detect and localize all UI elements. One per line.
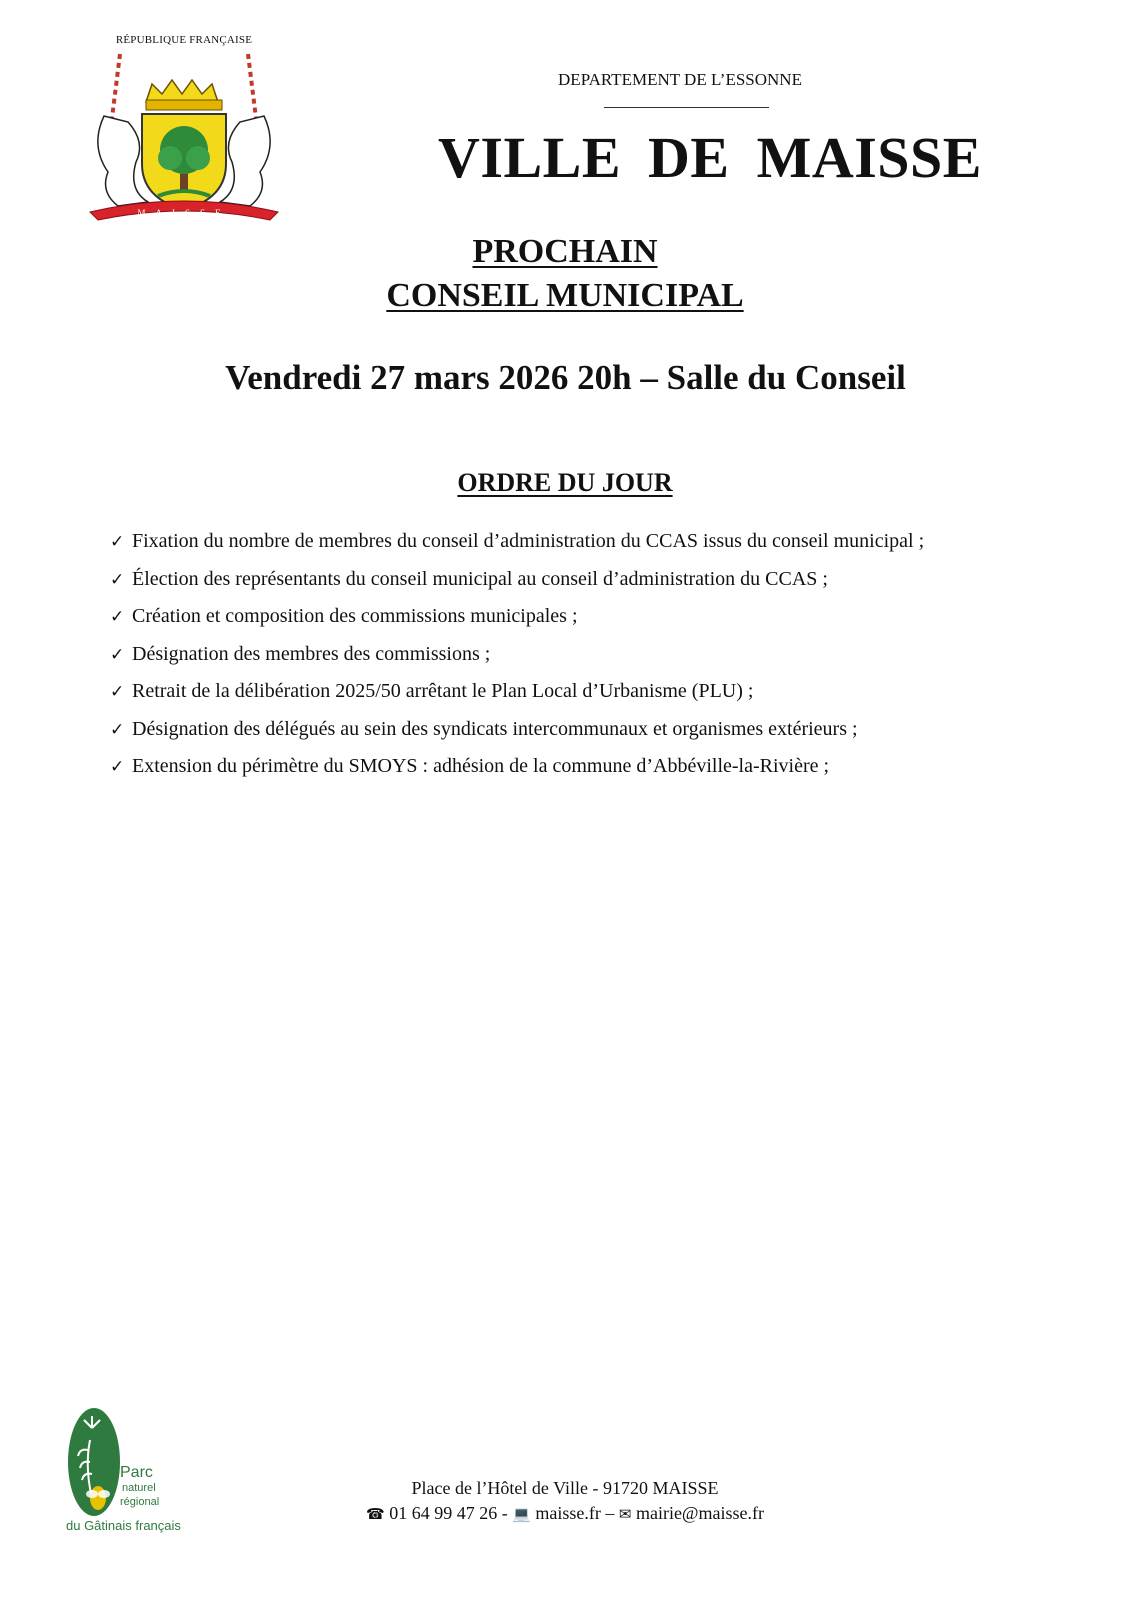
agenda-title-text: ORDRE DU JOUR [457, 468, 673, 497]
agenda-item-text: Création et composition des commissions municipales ; [132, 605, 578, 627]
agenda-item [110, 601, 1110, 639]
park-logo-regional: régional [120, 1496, 160, 1508]
agenda-item-text: Fixation du nombre de membres du conseil d’administration du CCAS issus du conseil municipal ; [132, 530, 925, 552]
notice-heading-line2: CONSEIL MUNICIPAL [386, 277, 744, 314]
agenda-item [110, 676, 1110, 714]
agenda-item-text: Retrait de la délibération 2025/50 arrêtant le Plan Local d’Urbanisme (PLU) ; [132, 680, 754, 702]
checkmark-icon: ✓ [110, 607, 125, 627]
crest-emblem [84, 46, 284, 226]
footer-separator: – [605, 1503, 615, 1523]
city-title: VILLE DE MAISSE [438, 125, 982, 190]
agenda-item [110, 751, 1110, 789]
agenda-item [110, 526, 1110, 564]
checkmark-icon: ✓ [110, 644, 125, 665]
park-logo-naturel: naturel [122, 1482, 156, 1494]
agenda-title [330, 468, 800, 498]
republique-francaise-label: RÉPUBLIQUE FRANÇAISE [115, 34, 253, 46]
department-label: DEPARTEMENT DE L’ESSONNE [558, 70, 802, 89]
agenda-item-text: Élection des représentants du conseil municipal au conseil d’administration du CCAS ; [132, 567, 828, 590]
park-logo-gatinais: du Gâtinais français [66, 1518, 181, 1533]
agenda-item-text: Désignation des délégués au sein des syndicats intercommunaux et organismes extérieurs ; [132, 717, 858, 740]
checkmark-icon: ✓ [110, 757, 125, 777]
park-logo-parc: Parc [120, 1464, 153, 1481]
footer-contact [280, 1503, 850, 1524]
footer-address: Place de l’Hôtel de Ville - 91720 MAISSE [411, 1478, 719, 1498]
notice-heading [330, 230, 800, 318]
agenda-item [110, 639, 1110, 677]
checkmark-icon: ✓ [110, 569, 125, 590]
agenda-item-text: Extension du périmètre du SMOYS : adhésion de la commune d’Abbéville-la-Rivière ; [132, 755, 830, 777]
department-divider [604, 107, 769, 108]
footer-phone: 01 64 99 47 26 [389, 1503, 498, 1523]
coat-of-arms [84, 30, 284, 226]
footer-website-link[interactable]: maisse.fr [535, 1503, 601, 1523]
meeting-datetime: Vendredi 27 mars 2026 20h – Salle du Conseil [225, 358, 906, 397]
crest-motto: MAISSE [137, 208, 231, 218]
phone-icon: ☎ [366, 1505, 385, 1523]
checkmark-icon: ✓ [110, 682, 125, 702]
notice-heading-line1: PROCHAIN [472, 233, 658, 270]
checkmark-icon: ✓ [110, 719, 125, 740]
agenda-item-text: Désignation des membres des commissions ; [132, 642, 491, 665]
agenda-item [110, 714, 1110, 752]
checkmark-icon: ✓ [110, 532, 125, 552]
footer-separator: - [501, 1503, 508, 1523]
agenda-item [110, 564, 1110, 602]
park-logo [62, 1400, 181, 1540]
email-icon: ✉ [618, 1505, 632, 1523]
footer-email-link[interactable]: mairie@maisse.fr [635, 1503, 764, 1523]
agenda-list [110, 526, 1110, 789]
computer-icon: 💻 [512, 1505, 531, 1523]
